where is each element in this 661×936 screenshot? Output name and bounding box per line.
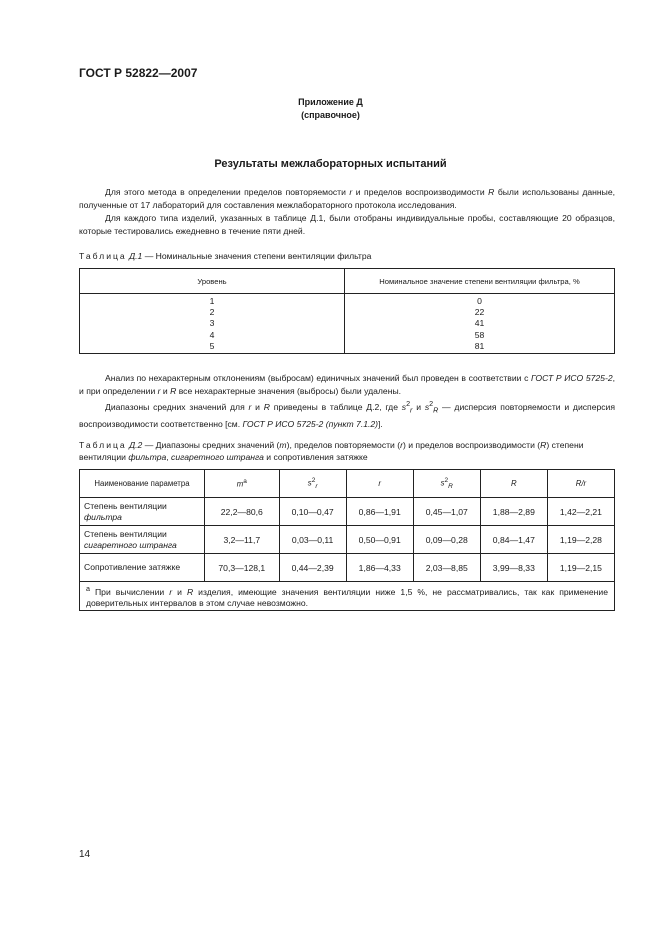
level-value: 2 [209, 307, 215, 318]
level-value: 4 [209, 329, 215, 340]
column-header-m: $m^a$ [205, 470, 280, 498]
paragraph-variance: Диапазоны средних значений для r и R приведены в таблице Д.2, где $s^2_r$ и $s^2_R$ — дисперсия повторяемости и дисперсия воспроизводимости соответственно [см. ГОСТ Р ИСО 5725-2 (пункт 7.1.2)]. [79, 400, 615, 429]
paragraph-outliers: Анализ по нехарактерным отклонениям (выбросам) единичных значений был проведен в соответствии с ГОСТ Р ИСО 5725-2, и при определении r и R все нехарактерные значения (выбросы) были удалены. [79, 373, 615, 396]
level-value: 3 [209, 318, 215, 329]
cell-R-over-r: 1,42—2,21 [547, 498, 614, 526]
table-row [80, 498, 615, 526]
column-header-R-over-r: R/r [547, 470, 614, 498]
cell-m: 3,2—11,7 [205, 526, 280, 554]
table-footnote-row [80, 582, 615, 611]
column-header-level: Уровень [80, 269, 345, 294]
table-row [80, 294, 615, 354]
nominal-value-list-cell [345, 294, 615, 354]
table-row [80, 554, 615, 582]
parameter-name: Сопротивление затяжке [80, 554, 205, 582]
appendix-title: Приложение Д [298, 97, 363, 107]
table-row [80, 526, 615, 554]
nominal-value: 41 [474, 318, 485, 329]
section-title: Результаты межлабораторных испытаний [214, 158, 447, 170]
cell-m: 22,2—80,6 [205, 498, 280, 526]
level-value: 1 [209, 296, 215, 306]
table2-caption: Таблица Д.2 — Диапазоны средних значений (m), пределов повторяемости (r) и пределов воспроизводимости (R) степени вентиляции фильтра, сигаретного штранга и сопротивления затяжке [79, 440, 584, 462]
page-number: 14 [79, 849, 91, 860]
appendix-subtitle: (справочное) [301, 110, 360, 120]
parameter-name: Степень вентиляции фильтра [80, 498, 205, 526]
column-header-r: r [346, 470, 413, 498]
standard-code: ГОСТ Р 52822—2007 [79, 66, 198, 80]
cell-R: 1,88—2,89 [480, 498, 547, 526]
cell-sR: 2,03—8,85 [413, 554, 480, 582]
column-header-sR: $s^2_R$ [413, 470, 480, 498]
cell-m: 70,3—128,1 [205, 554, 280, 582]
paragraph-samples: Для каждого типа изделий, указанных в таблице Д.1, были отобраны индивидуальные пробы, составляющие 20 образцов, которые тестировались ежедневно в течение пяти дней. [79, 213, 615, 236]
nominal-value: 22 [474, 307, 485, 318]
table1-caption: Таблица Д.1 — Номинальные значения степени вентиляции фильтра [79, 251, 372, 261]
nominal-value: 58 [474, 329, 485, 340]
cell-sr: 0,03—0,11 [279, 526, 346, 554]
nominal-value: 0 [477, 296, 482, 306]
level-value: 5 [209, 340, 215, 351]
cell-sr: 0,10—0,47 [279, 498, 346, 526]
level-list-cell [80, 294, 345, 354]
column-header-nominal-value: Номинальное значение степени вентиляции фильтра, % [345, 269, 615, 294]
cell-sR: 0,45—1,07 [413, 498, 480, 526]
cell-r: 0,86—1,91 [346, 498, 413, 526]
cell-r: 0,50—0,91 [346, 526, 413, 554]
column-header-R: R [480, 470, 547, 498]
cell-sR: 0,09—0,28 [413, 526, 480, 554]
cell-R-over-r: 1,19—2,15 [547, 554, 614, 582]
table-footnote: $^a$ При вычислении r и R изделия, имеющие значения вентиляции ниже 1,5 %, не рассматривались, так как применение доверительных интервалов в этом случае невозможно. [80, 582, 615, 611]
nominal-value: 81 [474, 340, 485, 351]
appendix-heading [0, 96, 661, 122]
table-header-row [80, 470, 615, 498]
column-header-parameter: Наименование параметра [80, 470, 205, 498]
column-header-sr: $s^2_r$ [279, 470, 346, 498]
cell-sr: 0,44—2,39 [279, 554, 346, 582]
cell-r: 1,86—4,33 [346, 554, 413, 582]
table-header-row [80, 269, 615, 294]
parameter-name: Степень вентиляции сигаретного штранга [80, 526, 205, 554]
cell-R: 3,99—8,33 [480, 554, 547, 582]
interlaboratory-results-table [79, 469, 615, 611]
nominal-ventilation-table [79, 268, 615, 354]
cell-R-over-r: 1,19—2,28 [547, 526, 614, 554]
paragraph-data-source: Для этого метода в определении пределов повторяемости r и пределов воспроизводимости R были использованы данные, полученные от 17 лабораторий для составления межлабораторного протокола исследования. [79, 187, 615, 210]
cell-R: 0,84—1,47 [480, 526, 547, 554]
